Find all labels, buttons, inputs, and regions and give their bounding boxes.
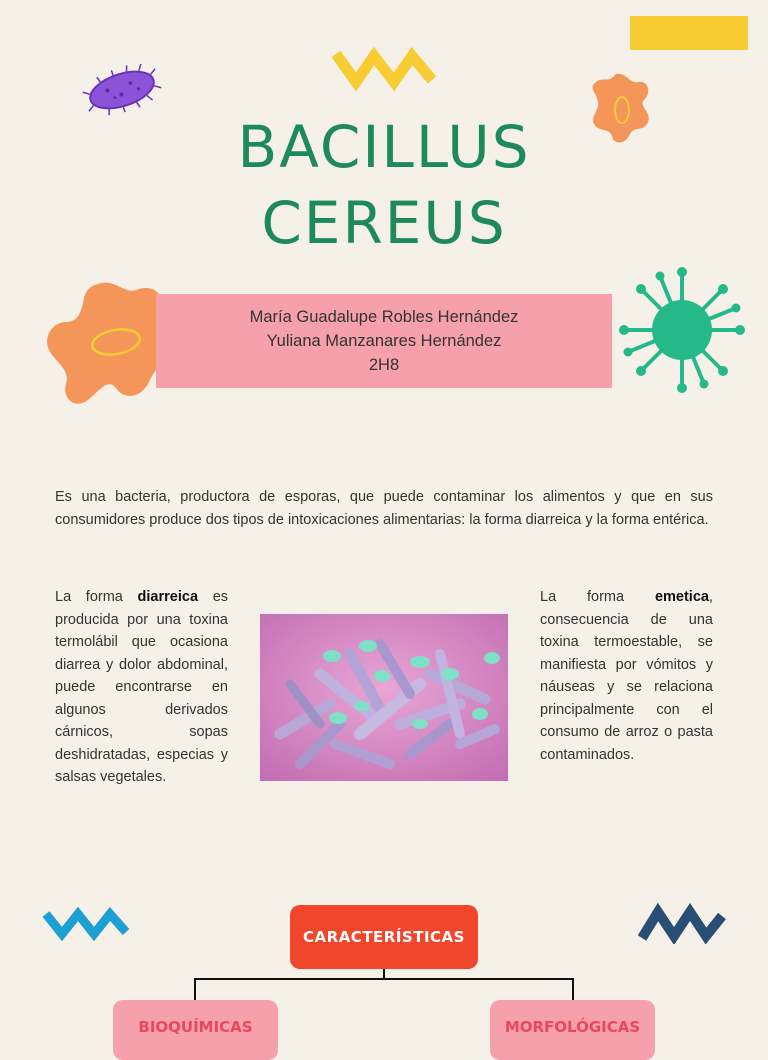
morphological-box: MORFOLÓGICAS <box>490 1000 655 1060</box>
yellow-zigzag-icon <box>332 44 436 92</box>
authors-box <box>156 294 612 388</box>
characteristics-box: CARACTERÍSTICAS <box>290 905 478 969</box>
emetic-keyword: emetica <box>654 589 709 605</box>
green-virus-icon <box>616 264 748 396</box>
navy-zigzag-icon <box>638 902 726 944</box>
emetic-post: , consecuencia de una toxina termoestable, se manifiesta por vómitos y náuseas y se relaciona principalmente con el consumo de arroz o pasta contaminados. <box>540 589 713 763</box>
diarrheal-post: es producida por una toxina termolábil que ocasiona diarrea y dolor abdominal, puede encontrarse en algunos derivados cárnicos, sopas deshidratadas, especias y salsas vegetales. <box>55 589 229 785</box>
bacteria-micrograph-image <box>260 614 508 781</box>
title-line-1: BACILLUS <box>237 113 531 181</box>
title-line-2: CEREUS <box>261 189 507 257</box>
connector-horizontal <box>194 978 574 980</box>
connector-right <box>572 978 574 1002</box>
purple-bacterium-icon <box>80 62 164 118</box>
author-name-1: María Guadalupe Robles Hernández <box>249 308 519 326</box>
connector-left <box>194 978 196 1002</box>
diarrheal-keyword: diarreica <box>137 589 199 605</box>
author-name-2: Yuliana Manzanares Hernández <box>266 332 502 350</box>
diarrheal-form-paragraph <box>55 586 228 789</box>
biochemical-box: BIOQUÍMICAS <box>113 1000 278 1060</box>
blue-zigzag-icon <box>42 904 130 942</box>
group-code: 2H8 <box>368 356 400 374</box>
emetic-form-paragraph <box>540 586 713 766</box>
yellow-rectangle-icon <box>630 16 748 50</box>
emetic-pre: La forma <box>540 589 655 605</box>
diarrheal-pre: La forma <box>55 589 138 605</box>
intro-paragraph: Es una bacteria, productora de esporas, que puede contaminar los alimentos y que en sus consumidores produce dos tipos de intoxicaciones alimentarias: la forma diarreica y la forma entérica. <box>55 489 713 528</box>
